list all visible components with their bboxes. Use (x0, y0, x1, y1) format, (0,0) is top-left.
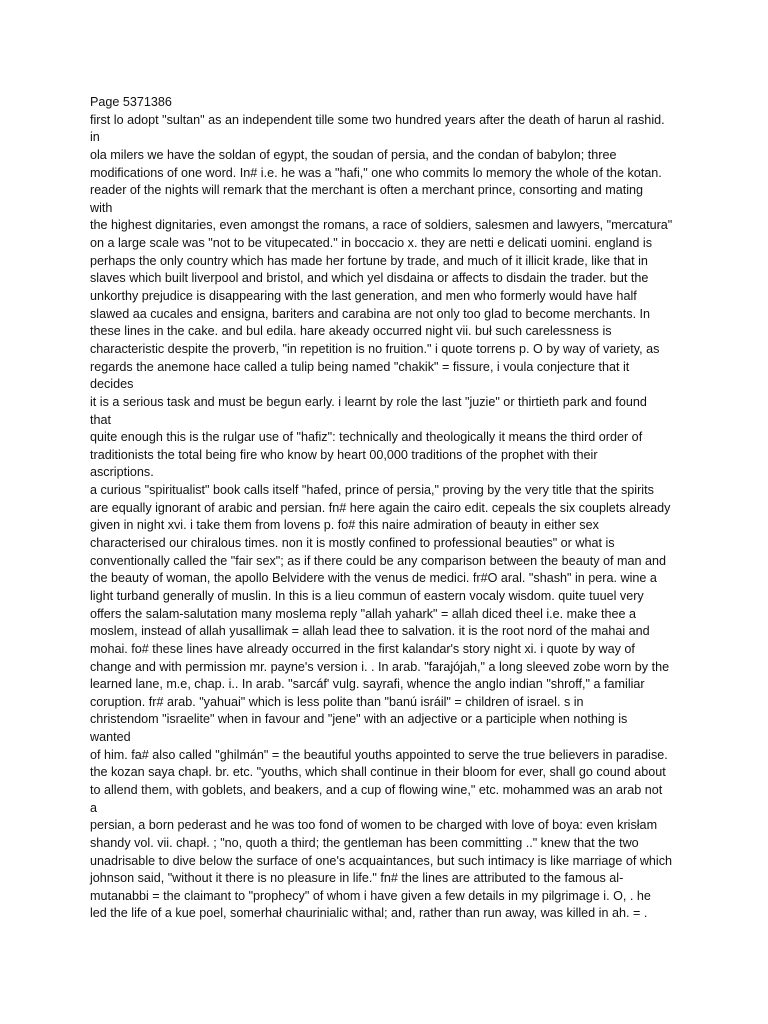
text-line: in (90, 130, 100, 145)
text-line: slawed aa cucales and ensigna, bariters and carabina are not only too glad to become merchants. In (90, 306, 651, 321)
text-line: led the life of a kue poel, somerhał chaurinialic withal; and, rather than run away, was killed in ah. = . (90, 906, 648, 921)
text-lines (90, 112, 690, 923)
text-line: unkorthy prejudice is disappearing with the last generation, and men who formerly would have half (90, 289, 637, 304)
text-line: a (90, 800, 98, 815)
text-line: light turband generally of muslin. In this is a lieu commun of eastern vocaly wisdom. quite tuuel very (90, 588, 644, 603)
text-line: to allend them, with goblets, and beakers, and a cup of flowing wine," etc. mohammed was an arab not (90, 782, 663, 797)
text-line: ola milers we have the soldan of egypt, the soudan of persia, and the condan of babylon; three (90, 147, 617, 162)
text-line: slaves which built liverpool and bristol, and which yel disdaina or affects to disdain the trader. but the (90, 271, 649, 286)
text-line: change and with permission mr. payne's version i. . In arab. "farajójah," a long sleeved zobe worn by the (90, 659, 670, 674)
text-line: regards the anemone hace called a tulip being named "chakik" = fissure, i voula conjecture that it (90, 359, 630, 374)
text-line: traditionists the total being fire who know by heart 00,000 traditions of the prophet with their (90, 447, 598, 462)
text-line: coruption. fr# arab. "yahuai" which is less polite than "banú isráil" = children of israel. s in (90, 694, 584, 709)
text-line: these lines in the cake. and bul edila. hare akeady occurred night vii. buł such carelessness is (90, 324, 612, 339)
text-line: unadrisable to dive below the surface of one's acquaintances, but such intimacy is like marriage of which (90, 853, 673, 868)
text-line: given in night xvi. i take them from lovens p. fo# this naire admiration of beauty in either sex (90, 518, 599, 533)
text-line: shandy vol. vii. chapł. ; "no, quoth a third; the gentleman has been committing .." knew that the two (90, 835, 639, 850)
text-line: the beauty of woman, the apollo Belvidere with the venus de medici. fr#O aral. "shash" in pera. wine a (90, 571, 657, 586)
text-line: learned lane, m.e, chap. i.. In arab. "sarcáf' vulg. sayrafi, whence the anglo indian "shroff," a familiar (90, 677, 645, 692)
text-line: characteristic despite the proverb, "in repetition is no fruition." i quote torrens p. O by way of variety, as (90, 341, 660, 356)
text-line: mohai. fo# these lines have already occurred in the first kalandar's story night xi. i quote by way of (90, 641, 635, 656)
text-line: decides (90, 377, 134, 392)
text-line: perhaps the only country which has made her fortune by trade, and much of it illicit krade, like that in (90, 253, 648, 268)
text-line: modifications of one word. In# i.e. he was a "hafi," one who commits lo memory the whole of the kotan. (90, 165, 662, 180)
text-line: offers the salam-salutation many moslema reply "allah yahark" = allah diced theel i.e. make thee a (90, 606, 636, 621)
text-line: the highest dignitaries, even amongst the romans, a race of soldiers, salesmen and lawyers, "mercatura" (90, 218, 673, 233)
text-line: conventionally called the "fair sex"; as if there could be any comparison between the beauty of man and (90, 553, 667, 568)
page-label: Page 5371386 (90, 95, 172, 109)
text-line: mutanabbi = the claimant to "prophecy" of whom i have given a few details in my pilgrimage i. O, . he (90, 888, 651, 903)
text-line: are equally ignorant of arabic and persian. fn# here again the cairo edit. cepeals the six couplets already (90, 500, 671, 515)
text-line: johnson said, "without it there is no pleasure in life." fn# the lines are attributed to the famous al- (90, 871, 624, 886)
text-line: moslem, instead of allah yusallimak = allah lead thee to salvation. it is the root nord of the mahai and (90, 624, 650, 639)
text-line: with (90, 200, 113, 215)
text-line: characterised our chiralous times. non it is mostly confined to professional beauties" or what is (90, 536, 615, 551)
text-line: wanted (90, 730, 131, 745)
text-line: first lo adopt "sultan" as an independent tille some two hundred years after the death of harun al rashid. (90, 112, 665, 127)
text-line: a curious "spiritualist" book calls itself "hafed, prince of persia," proving by the very title that the spirits (90, 483, 654, 498)
text-line: of him. fa# also called "ghilmán" = the beautiful youths appointed to serve the true believers in paradise. (90, 747, 668, 762)
document-text (90, 94, 690, 923)
text-line: ascriptions. (90, 465, 154, 480)
text-line: reader of the nights will remark that the merchant is often a merchant prince, consorting and mating (90, 183, 644, 198)
text-line: persian, a born pederast and he was too fond of women to be charged with love of boya: even krisłam (90, 818, 658, 833)
text-line: the kozan saya chapł. br. etc. "youths, which shall continue in their bloom for ever, shall go cound about (90, 765, 666, 780)
text-line: christendom "israelite" when in favour and "jene" with an adjective or a participle when nothing is (90, 712, 628, 727)
text-line: quite enough this is the rulgar use of "hafiz": technically and theologically it means the third order of (90, 430, 643, 445)
text-line: on a large scale was "not to be vitupecated." in boccacio x. they are netti e delicati uomini. england is (90, 236, 652, 251)
text-line: that (90, 412, 112, 427)
text-line: it is a serious task and must be begun early. i learnt by role the last "juzie" or thirtieth park and found (90, 394, 647, 409)
